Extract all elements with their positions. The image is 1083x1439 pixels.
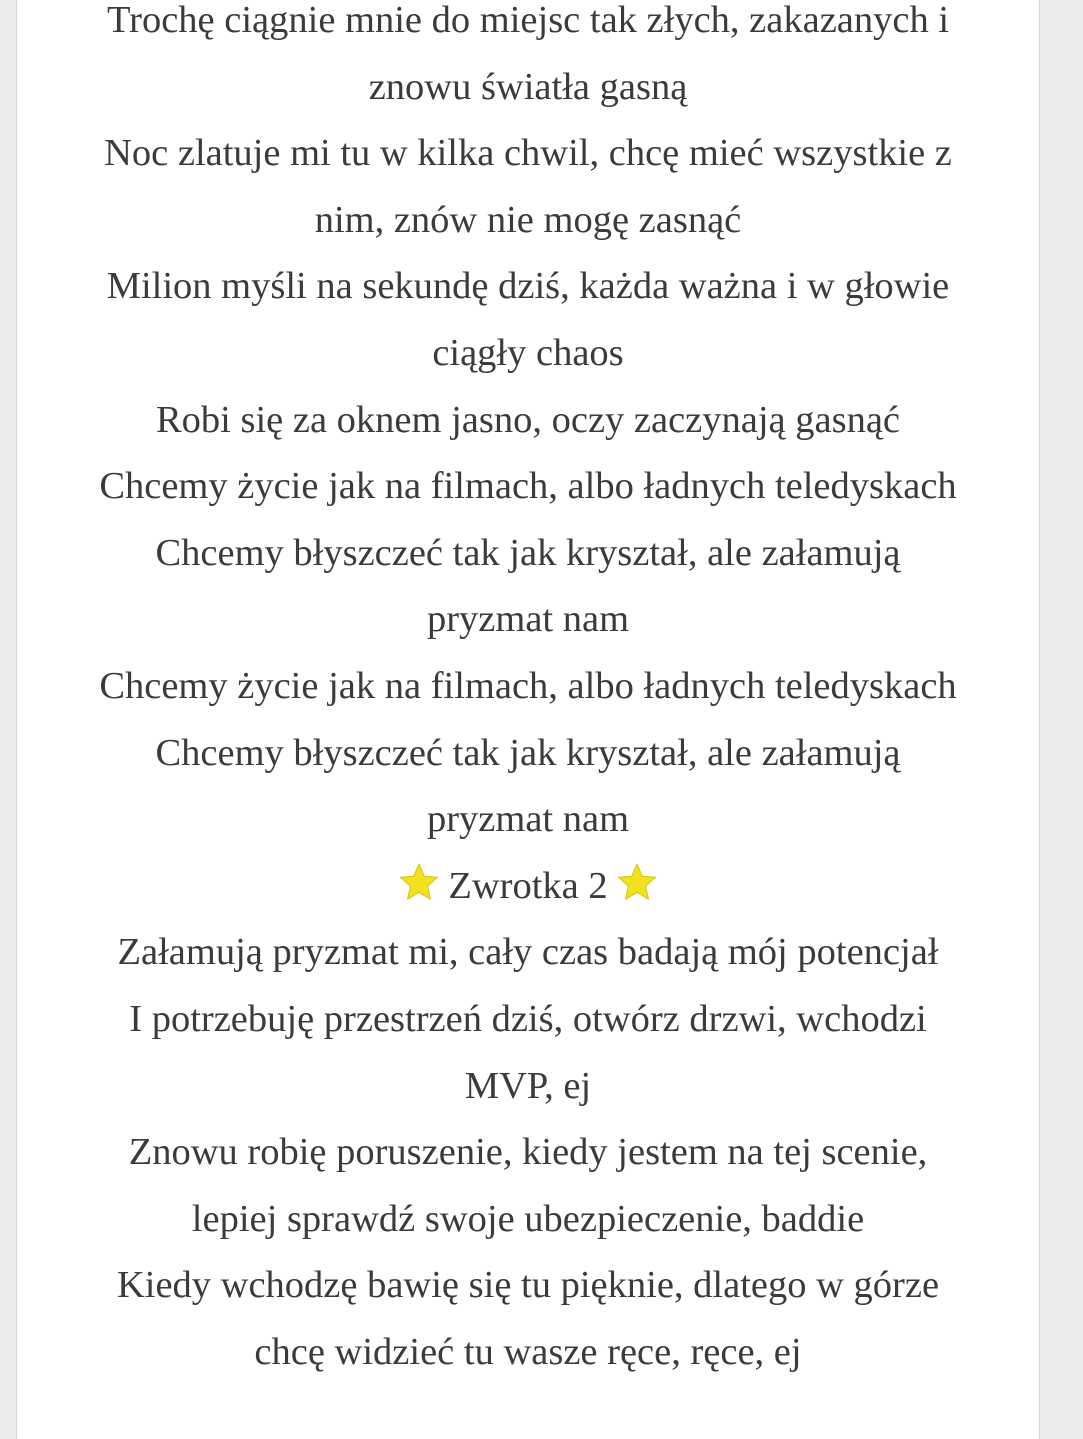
lyric-line: znowu światła gasną	[368, 65, 688, 108]
section-heading-zwrotka-2	[17, 853, 1039, 920]
lyric-line: Kiedy wchodzę bawię się tu pięknie, dlatego w górze	[116, 1264, 940, 1307]
lyric-line: I potrzebuję przestrzeń dziś, otwórz drzwi, wchodzi	[129, 997, 927, 1040]
star-icon	[399, 862, 439, 902]
lyric-line: Robi się za oknem jasno, oczy zaczynają gasnąć	[155, 398, 901, 441]
lyric-line: lepiej sprawdź swoje ubezpieczenie, baddie	[191, 1197, 865, 1240]
star-icon	[617, 862, 657, 902]
lyric-line: Noc zlatuje mi tu w kilka chwil, chcę mieć wszystkie z	[104, 132, 952, 175]
section-heading-label: Zwrotka 2	[448, 864, 608, 907]
lyric-line: Trochę ciągnie mnie do miejsc tak złych, zakazanych i	[106, 0, 950, 41]
lyric-line: ciągły chaos	[432, 331, 624, 374]
lyric-line: Milion myśli na sekundę dziś, każda ważna i w głowie	[106, 265, 950, 308]
lyric-line: pryzmat nam	[426, 798, 630, 841]
lyric-line: nim, znów nie mogę zasnąć	[314, 198, 742, 241]
lyric-line: MVP, ej	[464, 1064, 592, 1107]
lyric-line: Załamują pryzmat mi, cały czas badają mój potencjał	[117, 931, 939, 974]
lyric-line: pryzmat nam	[426, 598, 630, 641]
lyric-line: Chcemy błyszczeć tak jak kryształ, ale załamują	[155, 531, 901, 574]
lyric-line: Chcemy błyszczeć tak jak kryształ, ale załamują	[155, 731, 901, 774]
lyric-line: chcę widzieć tu wasze ręce, ręce, ej	[254, 1330, 802, 1373]
lyrics-text	[17, 0, 1039, 1385]
lyric-line: Chcemy życie jak na filmach, albo ładnych teledyskach	[99, 664, 957, 707]
lyric-line: Znowu robię poruszenie, kiedy jestem na tej scenie,	[128, 1131, 928, 1174]
lyric-line: Chcemy życie jak na filmach, albo ładnych teledyskach	[99, 465, 957, 508]
lyrics-page	[16, 0, 1040, 1439]
